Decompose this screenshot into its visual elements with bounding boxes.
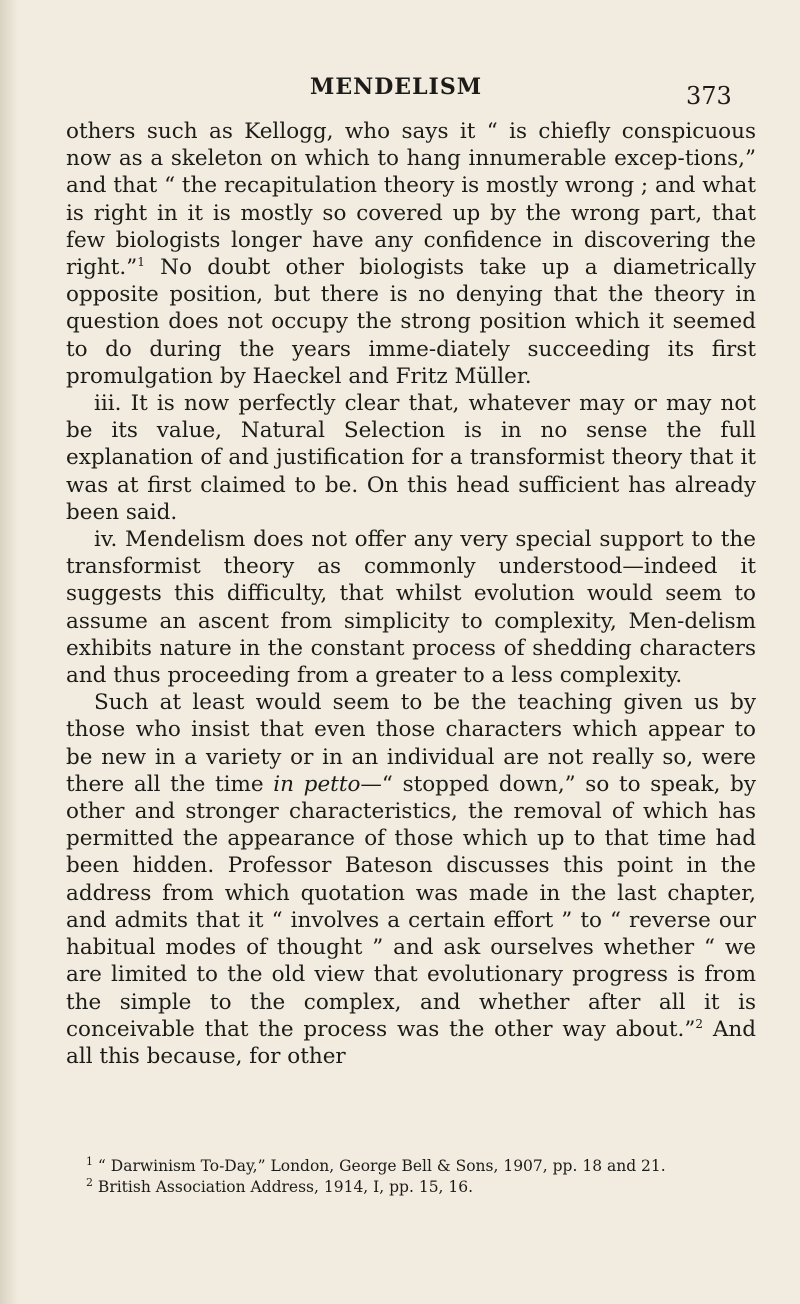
running-title: MENDELISM xyxy=(310,74,483,100)
paragraph-bateson xyxy=(66,689,756,1070)
footnote-text: “ Darwinism To-Day,” London, George Bell & Sons, 1907, pp. 18 and 21. xyxy=(93,1157,666,1175)
footnote-ref-2: 2 xyxy=(695,1016,704,1031)
footnote-mark: 2 xyxy=(86,1175,93,1189)
body-text xyxy=(66,118,756,1070)
paragraph-text: No doubt other biologists take up a diametrically opposite position, but there is no denying that the theory in question does not occupy the strong position which it seemed to do during the years imme-diately succeeding its first promulgation by Haeckel and Fritz Müller. xyxy=(66,255,756,389)
footnote-1 xyxy=(66,1156,756,1177)
paragraph-text: —“ stopped down,” so to speak, by other and stronger characteristics, the removal of which has permitted the appearance of those which up to that time had been hidden. Professor Bateson discusses this point in the address from which quotation was made in the last chapter, and admits that it “ involves a certain effort ” to “ reverse our habitual modes of thought ” and ask ourselves whether “ we are limited to the old view that evolutionary progress is from the simple to the complex, and whether after all it is conceivable that the process was the other way about.” xyxy=(66,771,756,1042)
paragraph-text: And all this because, for other xyxy=(66,1016,756,1069)
paragraph-text: Such at least would seem to be the teaching given us by those who insist that even those characters which appear to be new in a variety or in an individual are not really so, were there all the time xyxy=(66,690,756,797)
paragraph-natural-selection: iii. It is now perfectly clear that, whatever may or may not be its value, Natural Selection is in no sense the full explanation of and justification for a transformist theory that it was at first claimed to be. On this head sufficient has already been said. xyxy=(66,391,756,525)
footnotes xyxy=(66,1156,756,1198)
paragraph-text: others such as Kellogg, who says it “ is chiefly conspicuous now as a skeleton on which to hang innumerable excep-tions,” and that “ the recapitulation theory is mostly wrong ; and what is right in it is mostly so covered up by the wrong part, that few biologists longer have any confidence in discovering the right.” xyxy=(66,119,756,281)
italic-phrase: in petto xyxy=(273,771,361,797)
footnote-text: British Association Address, 1914, I, pp. 15, 16. xyxy=(93,1178,474,1196)
footnote-ref-1: 1 xyxy=(137,254,145,269)
page-edge-shadow xyxy=(0,0,18,1304)
footnote-2 xyxy=(66,1177,756,1198)
paragraph-mendelism: iv. Mendelism does not offer any very special support to the transformist theory as commonly understood—indeed it suggests this difficulty, that whilst evolution would seem to assume an ascent from simplicity to complexity, Men-delism exhibits nature in the constant process of shedding characters and thus proceeding from a greater to a less complexity. xyxy=(66,527,756,689)
running-head xyxy=(0,74,800,114)
paragraph-kellogg xyxy=(66,118,756,390)
page-number: 373 xyxy=(686,82,732,110)
footnote-mark: 1 xyxy=(86,1154,93,1168)
